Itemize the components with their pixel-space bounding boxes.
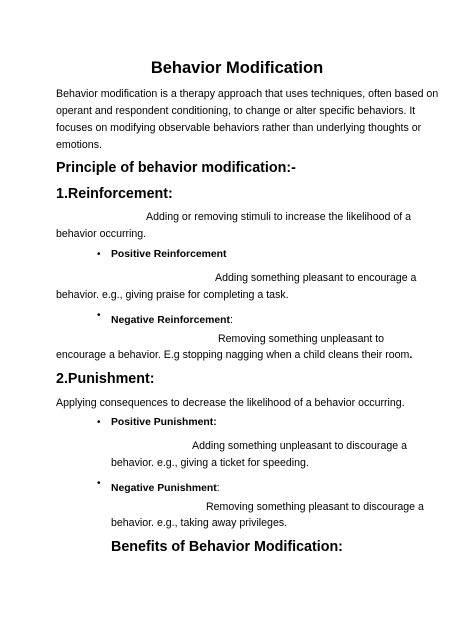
negative-punishment-label: Negative Punishment bbox=[111, 483, 217, 494]
page-title: Behavior Modification bbox=[150, 59, 324, 77]
reinforcement-desc-line-2: behavior occurring. bbox=[56, 228, 147, 240]
reinforcement-heading: 1.Reinforcement: bbox=[56, 186, 173, 202]
positive-reinforcement-label: Positive Reinforcement bbox=[111, 249, 227, 260]
principle-heading: Principle of behavior modification:- bbox=[56, 160, 296, 176]
bullet-icon: • bbox=[97, 310, 101, 321]
intro-line-2: operant and respondent conditioning, to change or alter specific behaviors. It bbox=[56, 105, 416, 117]
line-end-period: . bbox=[409, 349, 413, 361]
negative-punishment-heading bbox=[111, 478, 220, 496]
negative-punishment-line-2: behavior. e.g., taking away privileges. bbox=[111, 517, 288, 529]
negative-reinforcement-line-1: Removing something unpleasant to bbox=[218, 333, 385, 345]
positive-punishment-line-2: behavior. e.g., giving a ticket for speeding. bbox=[111, 457, 309, 469]
benefits-heading: Benefits of Behavior Modification: bbox=[111, 539, 343, 555]
positive-punishment-line-1: Adding something unpleasant to discourage a bbox=[192, 440, 407, 452]
bullet-icon: • bbox=[97, 478, 101, 489]
label-colon: : bbox=[229, 314, 233, 326]
positive-reinforcement-line-1: Adding something pleasant to encourage a bbox=[215, 272, 417, 284]
punishment-desc: Applying consequences to decrease the likelihood of a behavior occurring. bbox=[56, 397, 405, 409]
bullet-icon: • bbox=[97, 417, 101, 428]
intro-line-1: Behavior modification is a therapy approach that uses techniques, often based on bbox=[56, 88, 439, 100]
negative-reinforcement-line-2: encourage a behavior. E.g stopping nagging when a child cleans their room bbox=[56, 349, 410, 361]
negative-reinforcement-heading bbox=[111, 310, 233, 328]
negative-punishment-line-1: Removing something pleasant to discourage a bbox=[206, 501, 424, 513]
label-colon: : bbox=[216, 482, 220, 494]
positive-punishment-label: Positive Punishment: bbox=[111, 417, 217, 428]
bullet-icon: • bbox=[97, 249, 101, 260]
reinforcement-desc-line-1: Adding or removing stimuli to increase the likelihood of a bbox=[146, 211, 411, 223]
intro-line-3: focuses on modifying observable behaviors rather than underlying thoughts or bbox=[56, 122, 422, 134]
positive-reinforcement-line-2: behavior. e.g., giving praise for completing a task. bbox=[56, 289, 289, 301]
negative-reinforcement-label: Negative Reinforcement bbox=[111, 315, 230, 326]
punishment-heading: 2.Punishment: bbox=[56, 371, 155, 387]
negative-reinforcement-line-2-wrap bbox=[56, 347, 412, 364]
intro-line-4: emotions. bbox=[56, 139, 102, 151]
